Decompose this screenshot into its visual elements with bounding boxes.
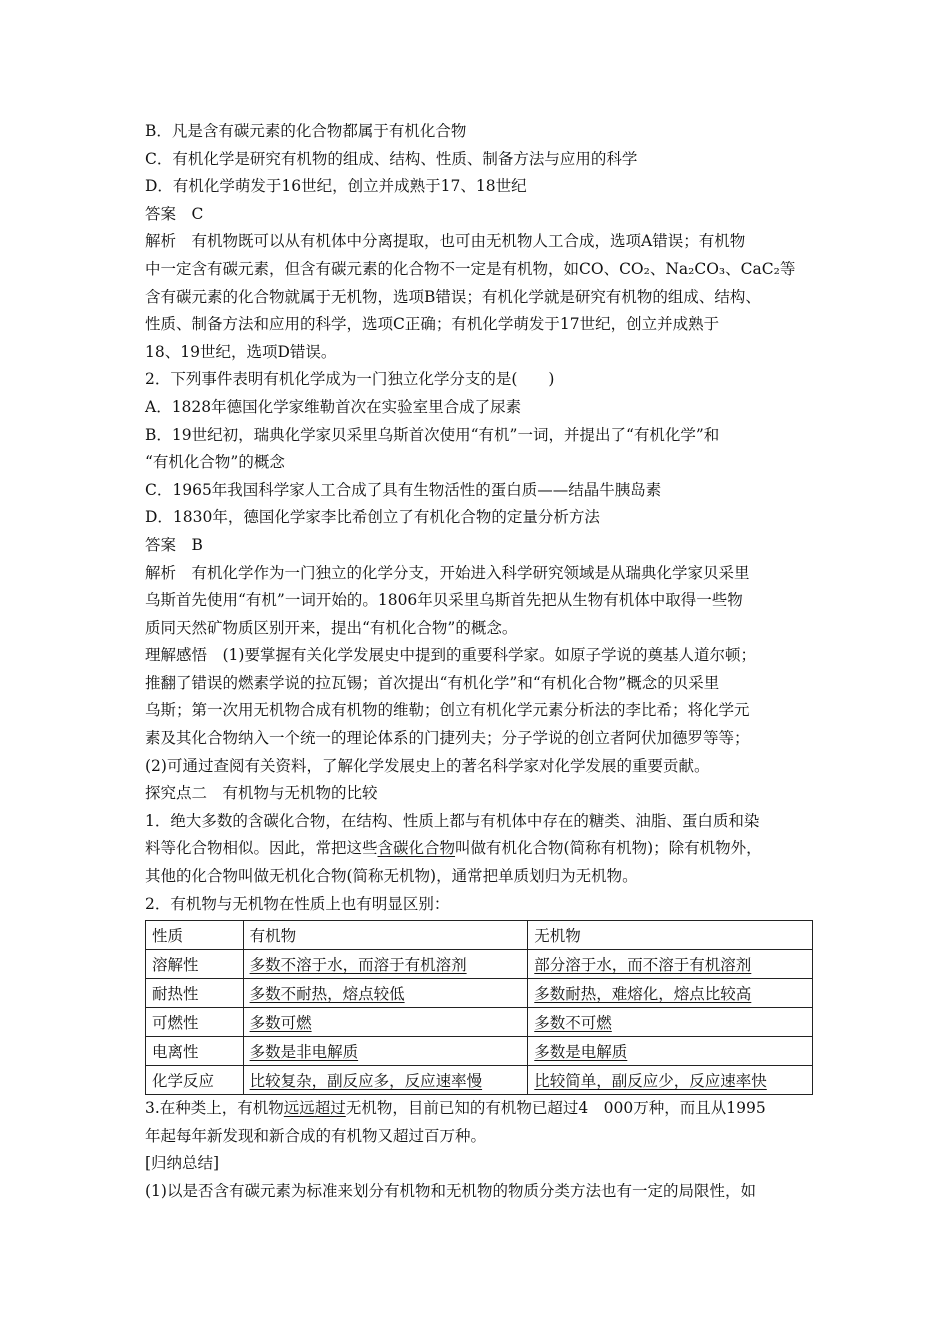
text-line: A．1828年德国化学家维勒首次在实验室里合成了尿素 <box>145 397 522 416</box>
table-header-cell: 性质 <box>146 921 244 950</box>
text-line-underlined <box>145 835 815 863</box>
text-line: 乌斯；第一次用无机物合成有机物的维勒；创立有机化学元素分析法的李比希；将化学元 <box>145 701 750 720</box>
text-line: B．19世纪初，瑞典化学家贝采里乌斯首次使用“有机”一词，并提出了“有机化学”和 <box>145 425 720 444</box>
text-line: 推翻了错误的燃素学说的拉瓦锡；首次提出“有机化学”和“有机化合物”概念的贝采里 <box>145 673 720 692</box>
underlined-answer: 比较简单，副反应少，反应速率快 <box>534 1072 767 1091</box>
text-line: 解析 有机化学作为一门独立的化学分支，开始进入科学研究领域是从瑞典化学家贝采里 <box>145 563 750 582</box>
table-cell <box>243 950 528 979</box>
paragraph-block-bottom <box>145 1123 815 1206</box>
paragraph-block-top <box>145 118 815 835</box>
table-cell: 化学反应 <box>146 1066 244 1095</box>
text-line: 答案 B <box>145 535 203 554</box>
text-segment: 无机物，目前已知的有机物已超过4 000万种，而且从1995 <box>345 1099 766 1118</box>
text-line: (1)以是否含有碳元素为标准来划分有机物和无机物的物质分类方法也有一定的局限性，如 <box>145 1182 756 1200</box>
text-line: 2．有机物与无机物在性质上也有明显区别： <box>145 894 450 913</box>
text-segment: 叫做有机化合物(简称有机物)；除有机物外， <box>455 839 762 858</box>
table-row <box>146 950 813 979</box>
table-cell <box>528 979 813 1008</box>
text-line: 18、19世纪，选项D错误。 <box>145 342 337 361</box>
underlined-answer: 多数耐热，难熔化，熔点比较高 <box>534 985 752 1004</box>
table-cell: 耐热性 <box>146 979 244 1008</box>
text-line: (2)可通过查阅有关资料，了解化学发展史上的著名科学家对化学发展的重要贡献。 <box>145 756 710 775</box>
table-header-cell: 无机物 <box>528 921 813 950</box>
text-line: “有机化合物”的概念 <box>145 453 285 472</box>
table-cell: 可燃性 <box>146 1008 244 1037</box>
text-line: 素及其化合物纳入一个统一的理论体系的门捷列夫；分子学说的创立者阿伏加德罗等等； <box>145 729 750 748</box>
table-row <box>146 1066 813 1095</box>
text-line: 理解感悟 (1)要掌握有关化学发展史中提到的重要科学家。如原子学说的奠基人道尔顿； <box>145 646 756 665</box>
table-row <box>146 1008 813 1037</box>
underlined-answer: 多数不耐热，熔点较低 <box>249 985 405 1004</box>
underlined-term: 远远超过 <box>283 1099 346 1118</box>
table-header-cell: 有机物 <box>243 921 528 950</box>
text-segment: 3.在种类上，有机物 <box>145 1099 284 1118</box>
text-line: 质同天然矿物质区别开来，提出“有机化合物”的概念。 <box>145 618 518 637</box>
text-line: 1．绝大多数的含碳化合物，在结构、性质上都与有机体中存在的糖类、油脂、蛋白质和染 <box>145 811 760 830</box>
underlined-answer: 多数是非电解质 <box>249 1043 359 1062</box>
text-line: 其他的化合物叫做无机化合物(简称无机物)，通常把单质划归为无机物。 <box>145 867 638 886</box>
table-cell: 溶解性 <box>146 950 244 979</box>
underlined-answer: 多数不溶于水，而溶于有机溶剂 <box>249 956 467 975</box>
text-line: 2．下列事件表明有机化学成为一门独立化学分支的是( ) <box>145 370 555 389</box>
underlined-answer: 部分溶于水，而不溶于有机溶剂 <box>534 956 752 975</box>
table-header-row <box>146 921 813 950</box>
text-line: D．1830年，德国化学家李比希创立了有机化合物的定量分析方法 <box>145 508 600 527</box>
text-line: 年起每年新发现和新合成的有机物又超过百万种。 <box>145 1126 487 1145</box>
text-line: [归纳总结] <box>145 1154 220 1173</box>
text-line: D．有机化学萌发于16世纪，创立并成熟于17、18世纪 <box>145 177 527 196</box>
underlined-answer: 多数不可燃 <box>534 1014 612 1033</box>
table-cell <box>243 1037 528 1066</box>
underlined-term: 含碳化合物 <box>377 839 456 858</box>
text-line: 解析 有机物既可以从有机体中分离提取，也可由无机物人工合成，选项A错误；有机物 <box>145 232 746 251</box>
table-cell <box>528 1066 813 1095</box>
text-line: 乌斯首先使用“有机”一词开始的。1806年贝采里乌斯首先把从生物有机体中取得一些物 <box>145 591 743 610</box>
text-line: C．1965年我国科学家人工合成了具有生物活性的蛋白质——结晶牛胰岛素 <box>145 480 662 499</box>
text-line: 中一定含有碳元素，但含有碳元素的化合物不一定是有机物，如CO、CO₂、Na₂CO₃、CaC₂等 <box>145 259 796 278</box>
text-line: C．有机化学是研究有机物的组成、结构、性质、制备方法与应用的科学 <box>145 149 638 168</box>
text-line-underlined <box>145 1095 815 1123</box>
text-line: 性质、制备方法和应用的科学，选项C正确；有机化学萌发于17世纪，创立并成熟于 <box>145 315 720 334</box>
text-line: B．凡是含有碳元素的化合物都属于有机化合物 <box>145 122 467 140</box>
table-cell <box>243 1066 528 1095</box>
comparison-table <box>145 920 813 1095</box>
underlined-answer: 多数是电解质 <box>534 1043 628 1062</box>
document-page <box>145 118 815 1206</box>
table-cell <box>243 979 528 1008</box>
table-row <box>146 1037 813 1066</box>
table-cell <box>528 1008 813 1037</box>
table-cell <box>528 1037 813 1066</box>
text-line: 答案 C <box>145 204 204 223</box>
paragraph-block-mid <box>145 863 815 918</box>
table-cell <box>528 950 813 979</box>
table-cell: 电离性 <box>146 1037 244 1066</box>
table-cell <box>243 1008 528 1037</box>
underlined-answer: 多数可燃 <box>249 1014 312 1033</box>
text-segment: 料等化合物相似。因此，常把这些 <box>145 839 378 858</box>
table-row <box>146 979 813 1008</box>
text-line: 含有碳元素的化合物就属于无机物，选项B错误；有机化学就是研究有机物的组成、结构、 <box>145 287 761 306</box>
underlined-answer: 比较复杂，副反应多，反应速率慢 <box>249 1072 483 1091</box>
text-line: 探究点二 有机物与无机物的比较 <box>145 784 378 803</box>
